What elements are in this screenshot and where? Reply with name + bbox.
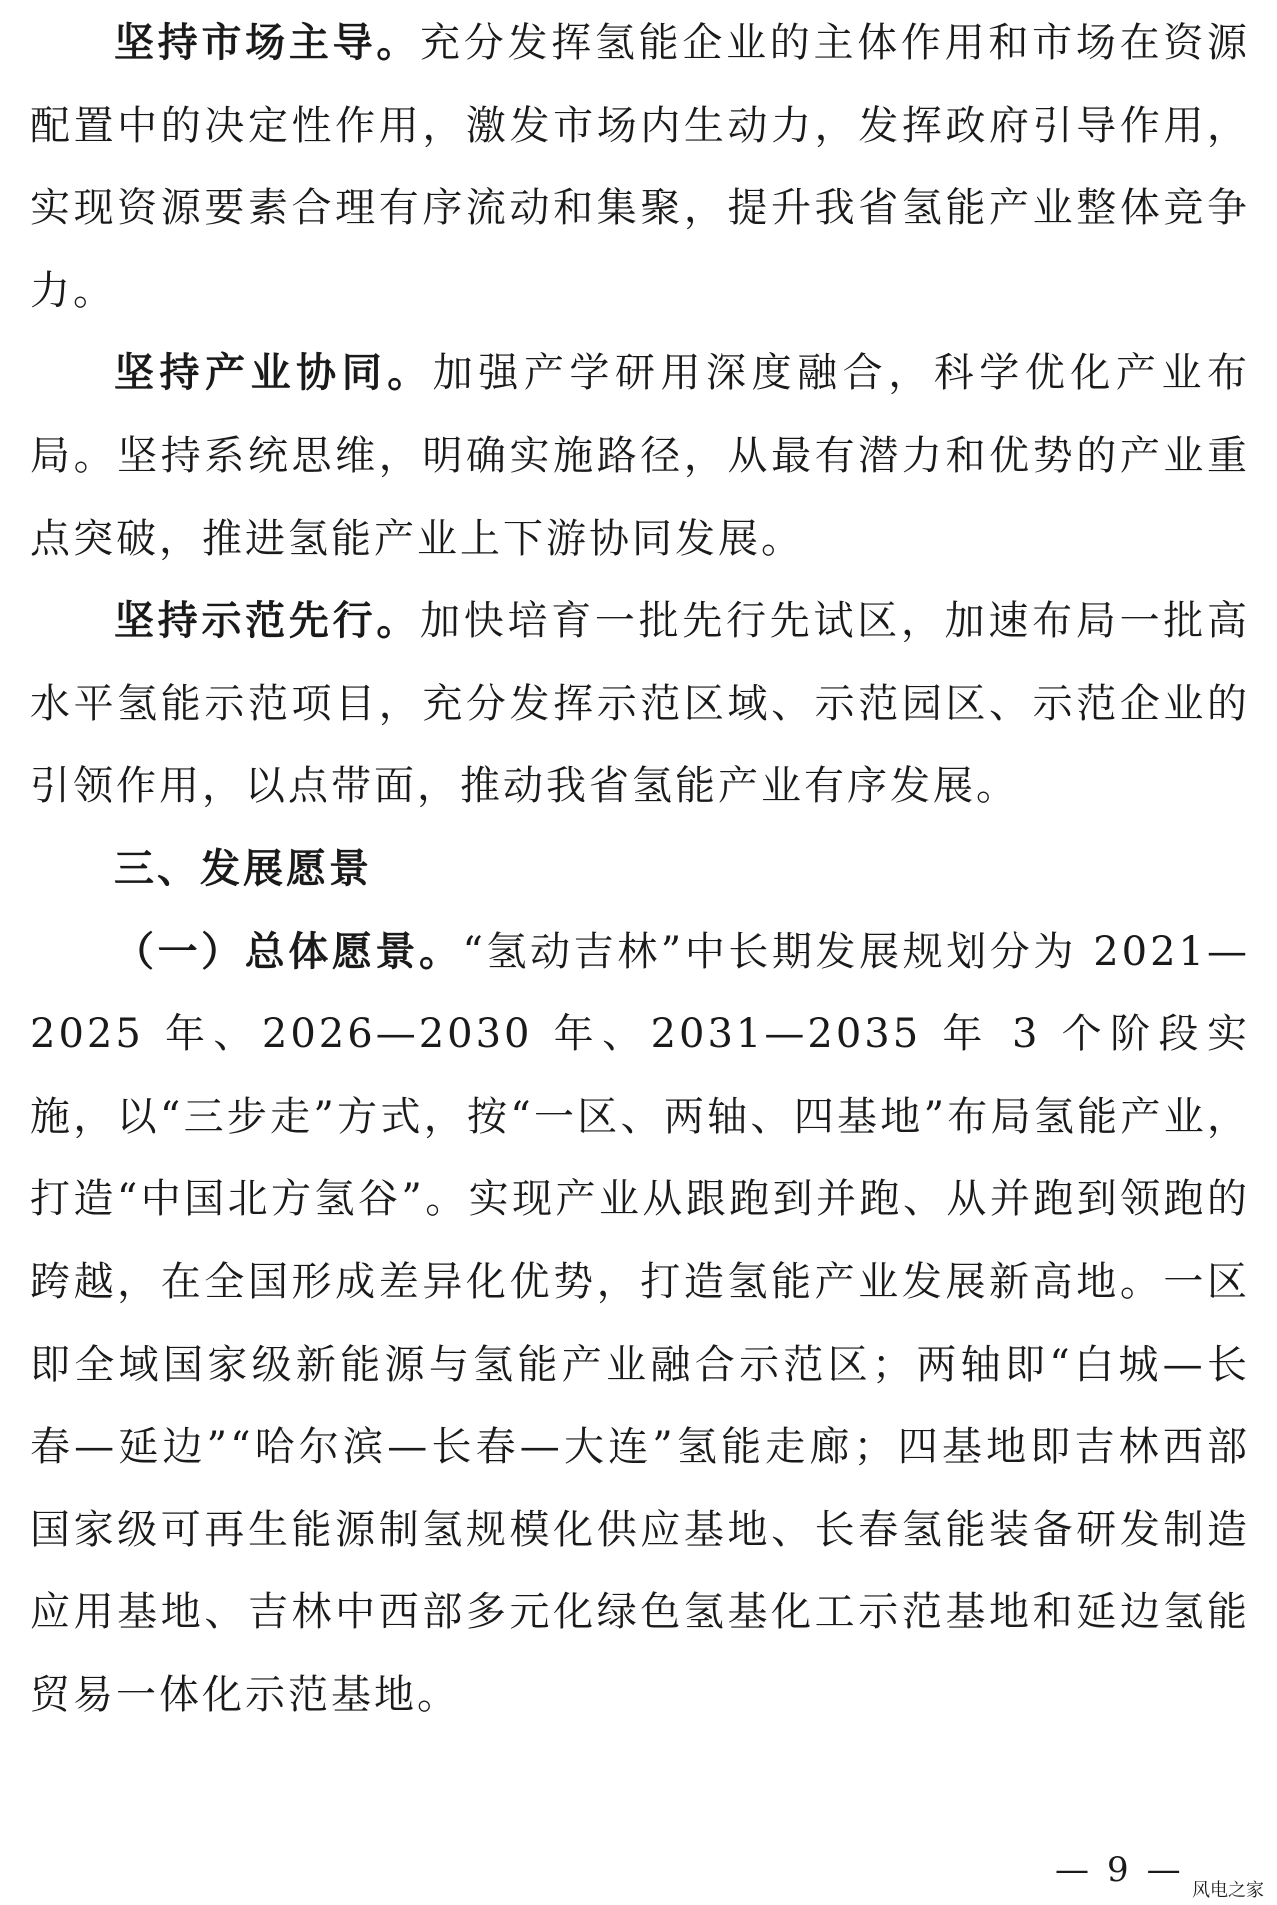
principle-lead-industry: 坚持产业协同。 [114,350,433,397]
vision-paragraph [30,911,1250,1737]
footer-dash-left: — [1055,1850,1089,1890]
principle-paragraph-demo [30,580,1250,828]
principle-body-demo: 加快培育一批先行先试区，加速布局一批高水平氢能示范项目，充分发挥示范区域、示范园区、示范企业的引领作用，以点带面，推动我省氢能产业有序发展。 [30,598,1251,810]
page-number: 9 [1107,1850,1129,1890]
vision-body: “氢动吉林”中长期发展规划分为 2021—2025 年、2026—2030 年、2031—2035 年 3 个阶段实施，以“三步走”方式，按“一区、两轴、四基地”布局氢能产业，打造“中国北方氢谷”。实现产业从跟跑到并跑、从并跑到领跑的跨越，在全国形成差异化优势，打造氢能产业发展新高地。一区即全域国家级新能源与氢能产业融合示范区；两轴即“白城—长春—延边”“哈尔滨—长春—大连”氢能走廊；四基地即吉林西部国家级可再生能源制氢规模化供应基地、长春氢能装备研发制造应用基地、吉林中西部多元化绿色氢基化工示范基地和延边氢能贸易一体化示范基地。 [30,928,1250,1718]
vision-lead: （一）总体愿景。 [114,928,463,975]
principle-lead-market: 坚持市场主导。 [114,20,421,66]
page-footer [1055,1850,1181,1890]
document-page [30,0,1250,1736]
watermark-text: 风电之家 [1192,1880,1264,1901]
principle-body-market: 充分发挥氢能企业的主体作用和市场在资源配置中的决定性作用，激发市场内生动力，发挥政府引导作用，实现资源要素合理有序流动和集聚，提升我省氢能产业整体竞争力。 [30,20,1251,314]
principle-paragraph-market [30,2,1250,332]
principle-paragraph-industry [30,332,1250,580]
principle-lead-demo: 坚持示范先行。 [114,598,421,645]
footer-dash-right: — [1146,1850,1181,1890]
section-heading: 三、发展愿景 [114,845,372,892]
principle-body-industry: 加强产学研用深度融合，科学优化产业布局。坚持系统思维，明确实施路径，从最有潜力和优势的产业重点突破，推进氢能产业上下游协同发展。 [30,350,1251,562]
